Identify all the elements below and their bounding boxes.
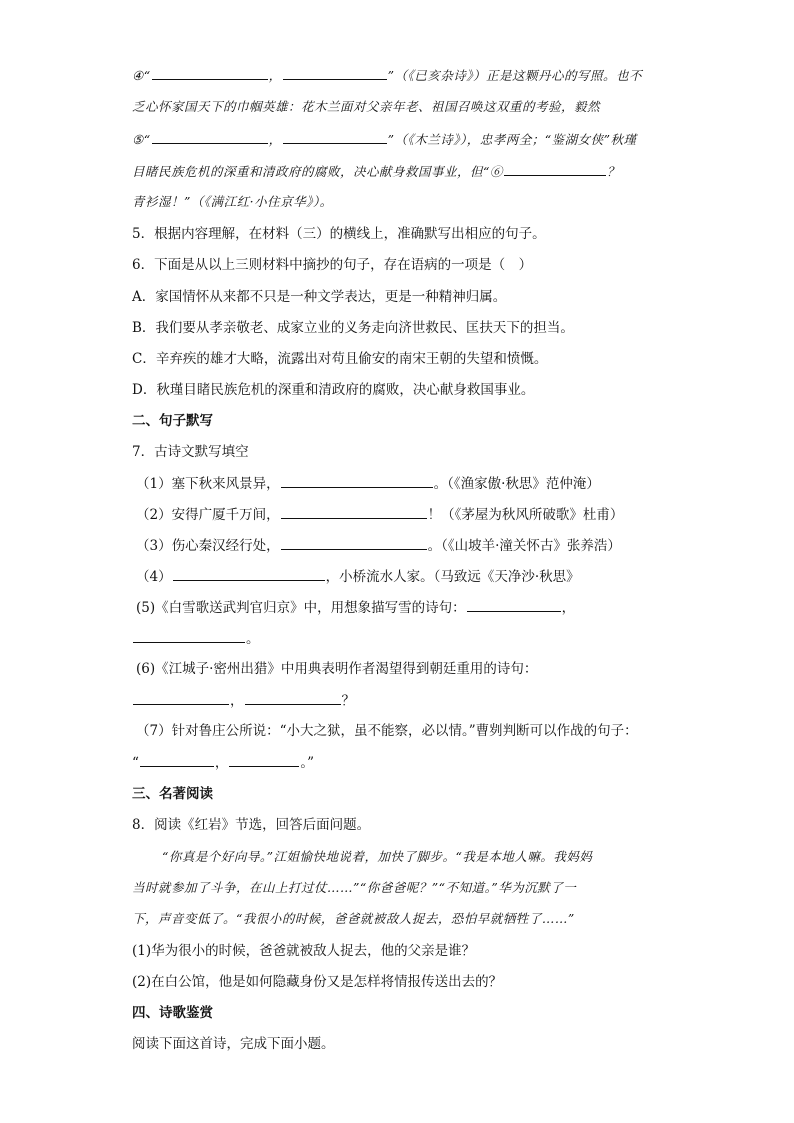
question-text: 7．古诗文默写填空: [132, 444, 249, 460]
item-text: (5)《白雪歌送武判官归京》中，用想象描写雪的诗句：: [136, 600, 466, 616]
blank-7-5b[interactable]: [133, 629, 245, 643]
blank-7-1[interactable]: [281, 474, 433, 488]
blank-7-7a[interactable]: [140, 753, 214, 767]
question-5: [132, 225, 546, 243]
excerpt-text: “你真是个好向导。”江姐愉快地说着，加快了脚步。“我是本地人嘛。我妈妈: [162, 849, 593, 864]
blank-7-7b[interactable]: [229, 753, 299, 767]
item-text: (6)《江城子·密州出猎》中用典表明作者渴望得到朝廷重用的诗句：: [136, 661, 538, 677]
fill-item-6-cont: [132, 691, 355, 710]
open-quote: “: [132, 755, 139, 771]
option-c[interactable]: [132, 350, 547, 368]
option-b[interactable]: [132, 319, 574, 337]
fill-item-5: [136, 598, 575, 617]
fill-item-2: [136, 505, 623, 524]
item-source: 。（《山坡羊·潼关怀古》张养浩）: [427, 538, 621, 554]
paragraph-text: 青衫湿！”（《满江红·小住京华》）。: [132, 194, 333, 209]
item-text: （4）: [136, 569, 172, 585]
question-mark: ？: [606, 164, 620, 179]
fill-item-5-cont: [132, 629, 260, 648]
comma: ，: [268, 68, 282, 83]
blank-7-5a[interactable]: [467, 598, 561, 612]
blank-7-3[interactable]: [281, 536, 427, 550]
question-text: 6．下面是从以上三则材料中摘抄的句子，存在语病的一项是（ ）: [132, 257, 533, 273]
section-intro: [132, 1035, 335, 1053]
item-text: （2）安得广厦千万间，: [136, 507, 280, 523]
blank-7-6a[interactable]: [133, 691, 229, 705]
excerpt-text: 下，声音变低了。“我很小的时候，爸爸就被敌人捉去，恐怕早就牺牲了……”: [132, 911, 575, 926]
material-line-5: [132, 130, 637, 149]
material-line-7: [132, 193, 333, 211]
close-quote: 。”: [300, 755, 315, 771]
question-7: [132, 443, 249, 461]
blank-5b[interactable]: [283, 130, 387, 144]
question-text: 8．阅读《红岩》节选，回答后面问题。: [132, 817, 371, 833]
material-line-4: [132, 66, 642, 85]
question-text: (2)在白公馆，他是如何隐藏身份又是怎样将情报传送出去的？: [132, 974, 503, 990]
item-source: ！（《茅屋为秋风所破歌》杜甫）: [427, 507, 624, 523]
item-source: 。（《渔家傲·秋思》范仲淹）: [433, 476, 600, 492]
item-5-marker: ⑤“: [132, 132, 151, 147]
comma: ，: [561, 600, 576, 616]
item-text: （7）针对鲁庄公所说：“小大之狱，虽不能察，必以情。”曹刿判断可以作战的句子：: [136, 723, 638, 739]
option-text: C．辛弃疾的雄才大略，流露出对苟且偷安的南宋王朝的失望和愤慨。: [132, 351, 548, 367]
material-line-2: [132, 98, 600, 116]
item-source: ，小桥流水人家。（马致远《天净沙·秋思》: [325, 569, 580, 585]
question-text: (1)华为很小的时候，爸爸就被敌人捉去，他的父亲是谁？: [132, 943, 476, 959]
blank-7-2[interactable]: [281, 505, 427, 519]
question-8: [132, 816, 370, 834]
item-4-marker: ④“: [132, 68, 151, 83]
blank-5a[interactable]: [152, 130, 268, 144]
section-heading: [132, 1004, 213, 1022]
sub-question-2: [132, 973, 502, 991]
option-text: B．我们要从孝亲敬老、成家立业的义务走向济世救民、匡扶天下的担当。: [132, 320, 574, 336]
paragraph-text: 乏心怀家国天下的巾帼英雄：花木兰面对父亲年老、祖国召唤这双重的考验，毅然: [132, 99, 601, 114]
blank-7-4[interactable]: [173, 567, 325, 581]
blank-4a[interactable]: [152, 66, 268, 80]
blank-7-6b[interactable]: [245, 691, 341, 705]
fill-item-7-cont: [132, 753, 314, 772]
question-text: 5．根据内容理解，在材料（三）的横线上，准确默写出相应的句子。: [132, 226, 546, 242]
sub-question-1: [132, 942, 475, 960]
section-heading: [132, 412, 213, 430]
material-line-6: [132, 162, 620, 181]
section-title: 二、句子默写: [132, 413, 213, 429]
option-text: D．秋瑾目睹民族危机的深重和清政府的腐败，决心献身救国事业。: [132, 382, 535, 398]
option-d[interactable]: [132, 381, 534, 399]
option-text: A．家国情怀从来都不只是一种文学表达，更是一种精神归属。: [132, 289, 507, 305]
option-a[interactable]: [132, 288, 506, 306]
excerpt-line-2: [132, 879, 576, 897]
comma: ，: [268, 132, 282, 147]
section-title: 四、诗歌鉴赏: [132, 1005, 213, 1021]
blank-6[interactable]: [504, 162, 606, 176]
fill-item-1: [136, 474, 600, 493]
question-6: [132, 256, 532, 274]
paragraph-text: 目睹民族危机的深重和清政府的腐败，决心献身救国事业，但“⑥: [132, 164, 503, 179]
blank-4b[interactable]: [283, 66, 387, 80]
comma: ，: [230, 693, 244, 709]
fill-item-3: [136, 536, 621, 555]
source-text: ”（《已亥杂诗》）正是这颗丹心的写照。也不: [387, 68, 643, 83]
source-text: ”（《木兰诗》），忠孝两全；“鉴湖女侠”秋瑾: [387, 132, 637, 147]
fill-item-4: [136, 567, 580, 586]
section-heading: [132, 785, 213, 803]
section-title: 三、名著阅读: [132, 786, 213, 802]
fill-item-6: [136, 660, 537, 678]
item-text: （3）伤心秦汉经行处，: [136, 538, 280, 554]
excerpt-line-3: [132, 910, 575, 928]
item-text: （1）塞下秋来风景异，: [136, 476, 280, 492]
fill-item-7: [136, 722, 638, 740]
excerpt-text: 当时就参加了斗争，在山上打过仗……”“你爸爸呢？”“不知道。”华为沉默了一: [132, 880, 577, 895]
comma: ，: [214, 755, 229, 771]
question-mark: ？: [341, 693, 355, 709]
excerpt-line-1: [162, 848, 592, 866]
intro-text: 阅读下面这首诗，完成下面小题。: [132, 1036, 335, 1052]
period: 。: [246, 631, 260, 647]
